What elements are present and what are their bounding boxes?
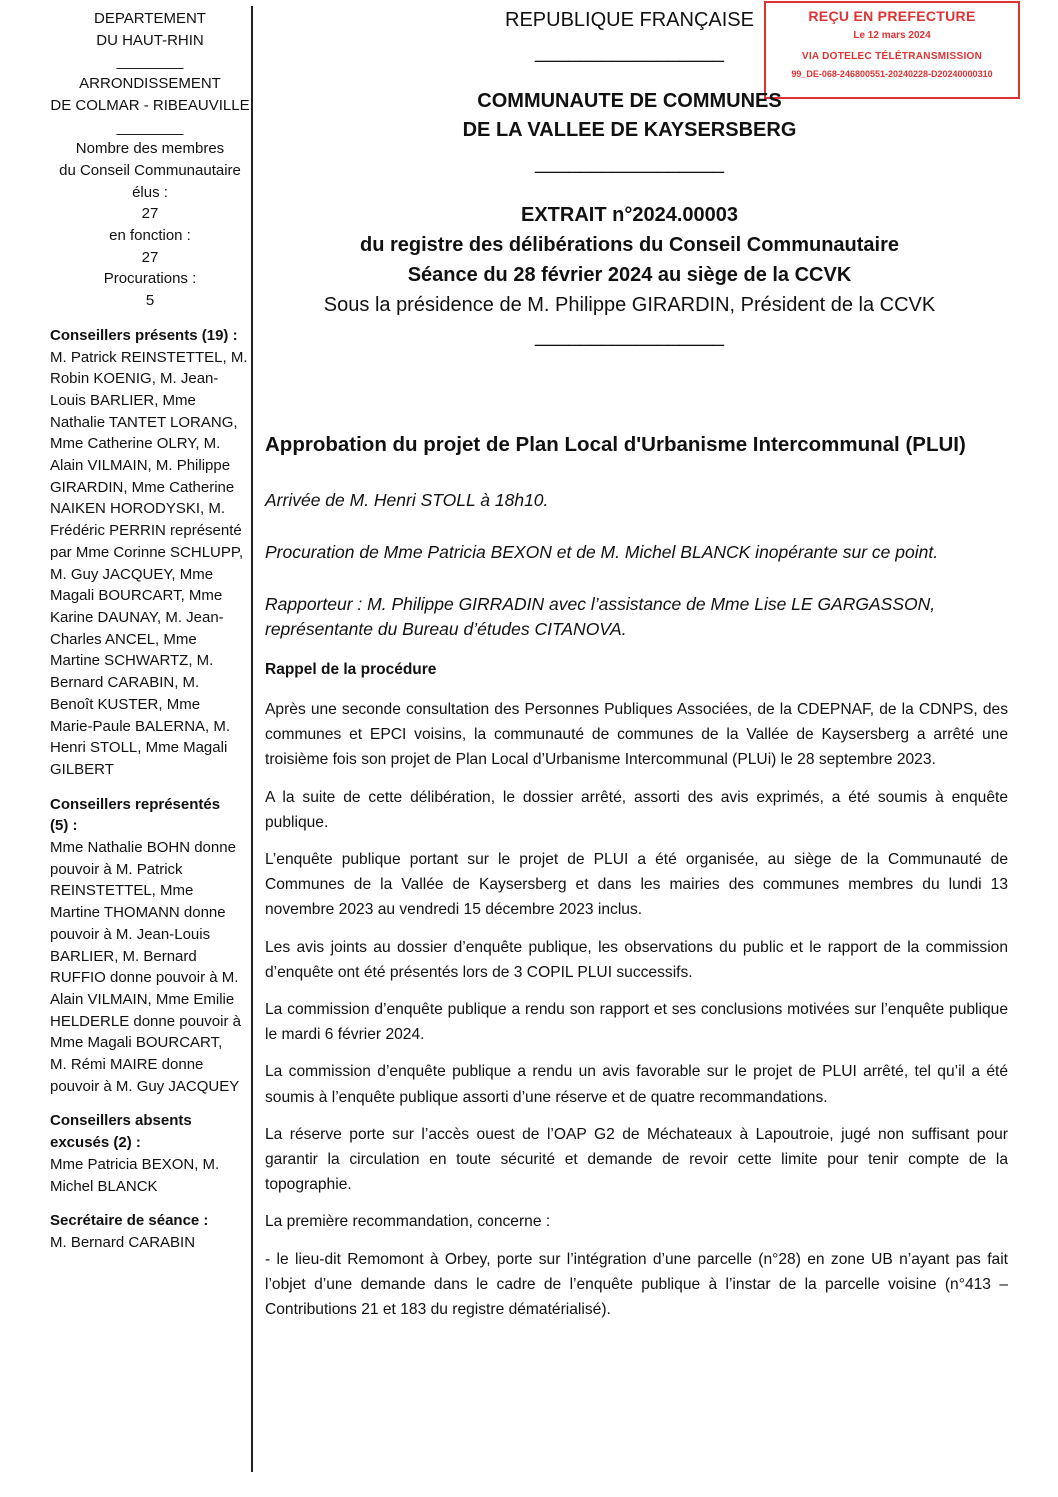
paragraph: La commission d’enquête publique a rendu son rapport et ses conclusions motivées sur l’enquête publique le mardi 6 février 2024. (265, 1001, 1008, 1044)
presidency-line: Sous la présidence de M. Philippe GIRARDIN, Président de la CCVK (323, 294, 936, 316)
present-line: M. Patrick REINSTETTEL, M. (50, 348, 248, 366)
paragraph: Après une seconde consultation des Personnes Publiques Associées, de la CDEPNAF, de la CDNPS, des communes et EPCI voisins, la communauté de communes de la Vallée de Kaysersberg a arrêté une troisième fois son projet de Plan Local d’Urbanisme Intercommunal (PLUi) le 28 septembre 2023. (265, 701, 1008, 769)
proxy-note: Procuration de Mme Patricia BEXON et de M. Michel BLANCK inopérante sur ce point. (265, 542, 939, 562)
present-line: Mme Catherine OLRY, M. (50, 435, 221, 453)
represented-section (50, 794, 250, 1098)
header-rule: _________________ (534, 152, 725, 174)
absent-heading: excusés (2) : (50, 1134, 141, 1152)
present-line: Charles ANCEL, Mme (50, 630, 197, 648)
arrival-note: Arrivée de M. Henri STOLL à 18h10. (265, 490, 549, 510)
left-margin-panel (50, 8, 250, 1254)
council-info (50, 8, 250, 312)
session-line: Séance du 28 février 2024 au siège de la CCVK (407, 264, 852, 286)
header-rule: _________________ (534, 325, 725, 347)
dept-line: DEPARTEMENT (94, 10, 206, 27)
members-label: du Conseil Communautaire (59, 161, 241, 179)
proxies-label: Procurations : (103, 270, 197, 288)
present-line: Robin KOENIG, M. Jean- (50, 370, 219, 388)
represented-line: HELDERLE donne pouvoir à (50, 1012, 241, 1030)
community-name: COMMUNAUTE DE COMMUNES (477, 90, 782, 112)
separator: ________ (116, 53, 184, 71)
section-heading: Rappel de la procédure (265, 661, 437, 678)
document-header (264, 7, 995, 349)
present-line: GILBERT (50, 760, 114, 778)
represented-line: RUFFIO donne pouvoir à M. (50, 969, 239, 987)
secretary-heading: Secrétaire de séance : (50, 1212, 209, 1230)
vertical-divider (251, 6, 253, 1472)
present-line: Karine DAUNAY, M. Jean- (50, 608, 224, 626)
header-rule: _________________ (534, 41, 725, 63)
stamp-date: Le 12 mars 2024 (853, 30, 931, 41)
dept-line: DE COLMAR - RIBEAUVILLE (50, 96, 250, 114)
represented-line: BARLIER, M. Bernard (50, 947, 197, 965)
represented-line: Alain VILMAIN, Mme Emilie (50, 990, 235, 1008)
members-label: Nombre des membres (75, 140, 225, 158)
secretary-section (50, 1210, 250, 1253)
elected-count: 27 (141, 205, 159, 223)
present-line: NAIKEN HORODYSKI, M. (50, 500, 226, 518)
deliberation-title: Approbation du projet de Plan Local d'Urbanisme Intercommunal (PLUI) (265, 433, 966, 456)
rapporteur-note: Rapporteur : M. Philippe GIRRADIN avec l’assistance de Mme Lise LE GARGASSON, représentante du Bureau d’études CITANOVA. (265, 594, 936, 639)
dept-line: DU HAUT-RHIN (96, 31, 204, 49)
represented-line: pouvoir à M. Guy JACQUEY (50, 1077, 240, 1095)
absent-heading: Conseillers absents (50, 1112, 192, 1130)
present-line: M. Guy JACQUEY, Mme (50, 565, 214, 583)
present-line: Frédéric PERRIN représenté (50, 522, 242, 540)
present-section (50, 325, 250, 781)
present-line: Benoît KUSTER, Mme (50, 695, 201, 713)
present-line: Nathalie TANTET LORANG, (50, 413, 238, 431)
paragraph: - le lieu-dit Remomont à Orbey, porte sur l’intégration d’une parcelle (n°28) en zone UB n’ayant pas fait l’objet d’une demande dans le cadre de l’enquête publique à l’instar de la parcelle voisine (n°413 – Contributions 21 et 183 du registre dématérialisé). (265, 1250, 1008, 1319)
in-office-count: 27 (141, 248, 159, 266)
present-line: Alain VILMAIN, M. Philippe (50, 457, 231, 475)
represented-heading: (5) : (50, 817, 78, 835)
absent-line: Michel BLANCK (50, 1177, 158, 1195)
represented-line: pouvoir à M. Patrick (50, 860, 183, 878)
deliberation-body (265, 430, 1008, 1322)
paragraph: La réserve porte sur l’accès ouest de l’OAP G2 de Méchateaux à Lapoutroie, jugé non suffisant pour garantir la circulation en toute sécurité et demande de revoir cette limite pour tenir compte de la topographie. (265, 1125, 1008, 1194)
present-line: Bernard CARABIN, M. (50, 674, 200, 692)
register-line: du registre des délibérations du Conseil Communautaire (360, 234, 899, 256)
proxies-count: 5 (145, 292, 155, 310)
paragraph: L’enquête publique portant sur le projet de PLUI a été organisée, au siège de la Communauté de Communes de la Vallée de Kaysersberg et dans les mairies des communes membres du lundi 13 novembre 2023 au vendredi 15 décembre 2023 inclus. (265, 851, 1008, 919)
present-line: Martine SCHWARTZ, M. (50, 652, 214, 670)
separator: ________ (116, 118, 184, 136)
represented-line: REINSTETTEL, Mme (50, 882, 194, 900)
secretary-name: M. Bernard CARABIN (50, 1233, 196, 1251)
represented-line: M. Rémi MAIRE donne (50, 1056, 204, 1074)
present-line: Henri STOLL, Mme Magali (50, 739, 228, 757)
represented-line: Mme Magali BOURCART, (50, 1034, 223, 1052)
present-line: Magali BOURCART, Mme (50, 587, 223, 605)
present-line: GIRARDIN, Mme Catherine (50, 478, 235, 496)
absent-line: Mme Patricia BEXON, M. (50, 1155, 220, 1173)
represented-line: Mme Nathalie BOHN donne (50, 839, 236, 857)
represented-line: Martine THOMANN donne (50, 904, 226, 922)
paragraph: Les avis joints au dossier d’enquête publique, les observations du public et le rapport de la commission d’enquête ont été présentés lors de 3 COPIL PLUI successifs. (265, 938, 1008, 981)
dept-line: ARRONDISSEMENT (79, 75, 221, 93)
republic-title: REPUBLIQUE FRANÇAISE (505, 9, 754, 31)
stamp-channel: VIA DOTELEC TÉLÉTRANSMISSION (801, 51, 983, 62)
present-line: Marie-Paule BALERNA, M. (50, 717, 231, 735)
stamp-reference: 99_DE-068-246800551-20240228-D20240000310 (791, 69, 993, 79)
present-heading: Conseillers présents (19) : (50, 326, 238, 344)
paragraph: La commission d’enquête publique a rendu un avis favorable sur le projet de PLUI arrêté, tel qu’il a été soumis à l’enquête publique assorti d’une réserve et de quatre recommandations. (265, 1063, 1008, 1106)
present-line: Louis BARLIER, Mme (50, 391, 196, 409)
paragraph: A la suite de cette délibération, le dossier arrêté, assorti des avis exprimés, a été soumis à enquête publique. (265, 788, 1008, 831)
present-line: par Mme Corinne SCHLUPP, (50, 543, 244, 561)
represented-line: pouvoir à M. Jean-Louis (50, 925, 211, 943)
paragraph: La première recommandation, concerne : (265, 1213, 551, 1231)
extract-number: EXTRAIT n°2024.00003 (521, 204, 738, 226)
in-office-label: en fonction : (109, 227, 191, 245)
stamp-title: REÇU EN PREFECTURE (808, 8, 976, 24)
elected-label: élus : (132, 183, 168, 201)
absent-section (50, 1110, 250, 1197)
community-name: DE LA VALLEE DE KAYSERSBERG (462, 119, 797, 141)
represented-heading: Conseillers représentés (50, 795, 221, 813)
